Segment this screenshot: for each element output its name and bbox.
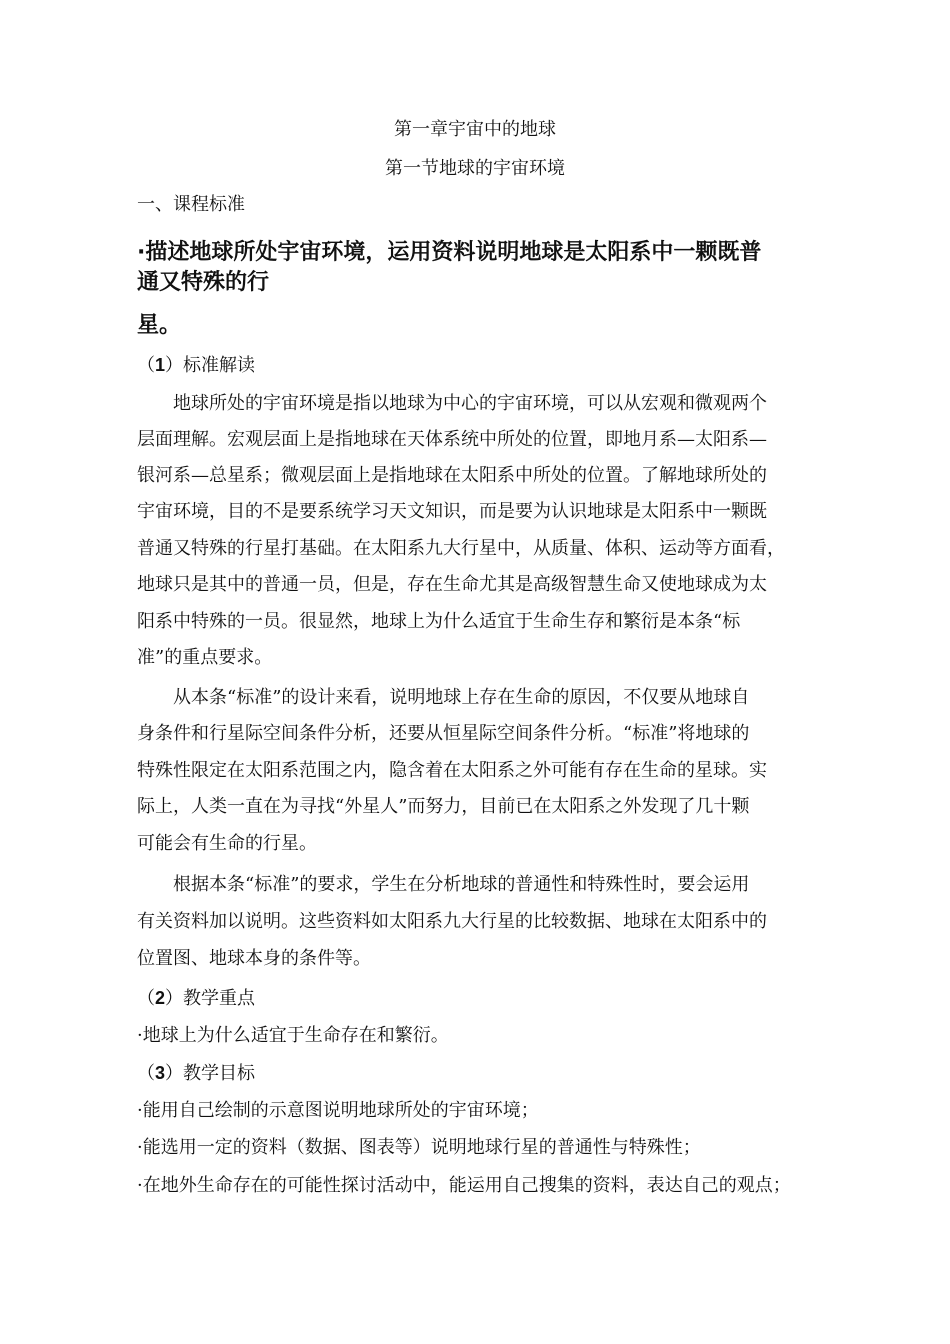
subheading-teaching-focus	[137, 986, 255, 1011]
subheading-number: 3	[155, 1063, 166, 1083]
paragraph-line: 根据本条“标准”的要求，学生在分析地球的普通性和特殊性时，要会运用	[173, 874, 750, 895]
subheading-interpretation	[137, 353, 255, 378]
subheading-label: ）教学目标	[165, 1063, 256, 1084]
subheading-label: ）标准解读	[165, 355, 256, 376]
paragraph-line: 有关资料加以说明。这些资料如太阳系九大行星的比较数据、地球在太阳系中的	[137, 911, 767, 932]
heading-course-standard: 一、课程标准	[137, 194, 245, 215]
paragraph-line: 层面理解。宏观层面上是指地球在天体系统中所处的位置，即地月系—太阳系—	[137, 429, 767, 450]
subheading-open-paren: （	[137, 1063, 155, 1084]
paragraph-line: 阳系中特殊的一员。很显然，地球上为什么适宜于生命生存和繁衍是本条“标	[137, 611, 741, 632]
paragraph-line: 普通又特殊的行星打基础。在太阳系九大行星中，从质量、体积、运动等方面看，	[137, 538, 785, 559]
standard-line-3: 星。	[137, 313, 182, 338]
focus-list-item: ·地球上为什么适宜于生命存在和繁衍。	[137, 1025, 449, 1046]
standard-line-2: 通又特殊的行	[137, 270, 270, 295]
subheading-open-paren: （	[137, 355, 155, 376]
chapter-title: 第一章宇宙中的地球	[394, 119, 556, 140]
paragraph-line: 可能会有生命的行星。	[137, 833, 317, 854]
subheading-open-paren: （	[137, 988, 155, 1009]
paragraph-line: 准”的重点要求。	[137, 647, 273, 668]
goal-list-item: ·能用自己绘制的示意图说明地球所处的宇宙环境；	[137, 1100, 539, 1121]
paragraph-line: 位置图、地球本身的条件等。	[137, 948, 371, 969]
subheading-number: 2	[155, 988, 166, 1008]
paragraph-line: 银河系—总星系；微观层面上是指地球在太阳系中所处的位置。了解地球所处的	[137, 465, 767, 486]
standard-line-1: ·描述地球所处宇宙环境，运用资料说明地球是太阳系中一颗既普	[137, 240, 762, 265]
paragraph-line: 身条件和行星际空间条件分析，还要从恒星际空间条件分析。“标准”将地球的	[137, 723, 750, 744]
paragraph-line: 地球所处的宇宙环境是指以地球为中心的宇宙环境，可以从宏观和微观两个	[173, 393, 767, 414]
goal-list-item: ·能选用一定的资料（数据、图表等）说明地球行星的普通性与特殊性；	[137, 1137, 701, 1158]
subheading-number: 1	[155, 355, 166, 375]
paragraph-line: 地球只是其中的普通一员，但是，存在生命尤其是高级智慧生命又使地球成为太	[137, 574, 767, 595]
subheading-teaching-goals	[137, 1061, 255, 1086]
paragraph-line: 际上，人类一直在为寻找“外星人”而努力，目前已在太阳系之外发现了几十颗	[137, 796, 750, 817]
paragraph-line: 从本条“标准”的设计来看，说明地球上存在生命的原因，不仅要从地球自	[173, 687, 750, 708]
section-title: 第一节地球的宇宙环境	[385, 158, 565, 179]
paragraph-line: 特殊性限定在太阳系范围之内，隐含着在太阳系之外可能有存在生命的星球。实	[137, 760, 767, 781]
paragraph-line: 宇宙环境，目的不是要系统学习天文知识，而是要为认识地球是太阳系中一颗既	[137, 501, 767, 522]
subheading-label: ）教学重点	[165, 988, 256, 1009]
goal-list-item: ·在地外生命存在的可能性探讨活动中，能运用自己搜集的资料，表达自己的观点；	[137, 1175, 791, 1196]
